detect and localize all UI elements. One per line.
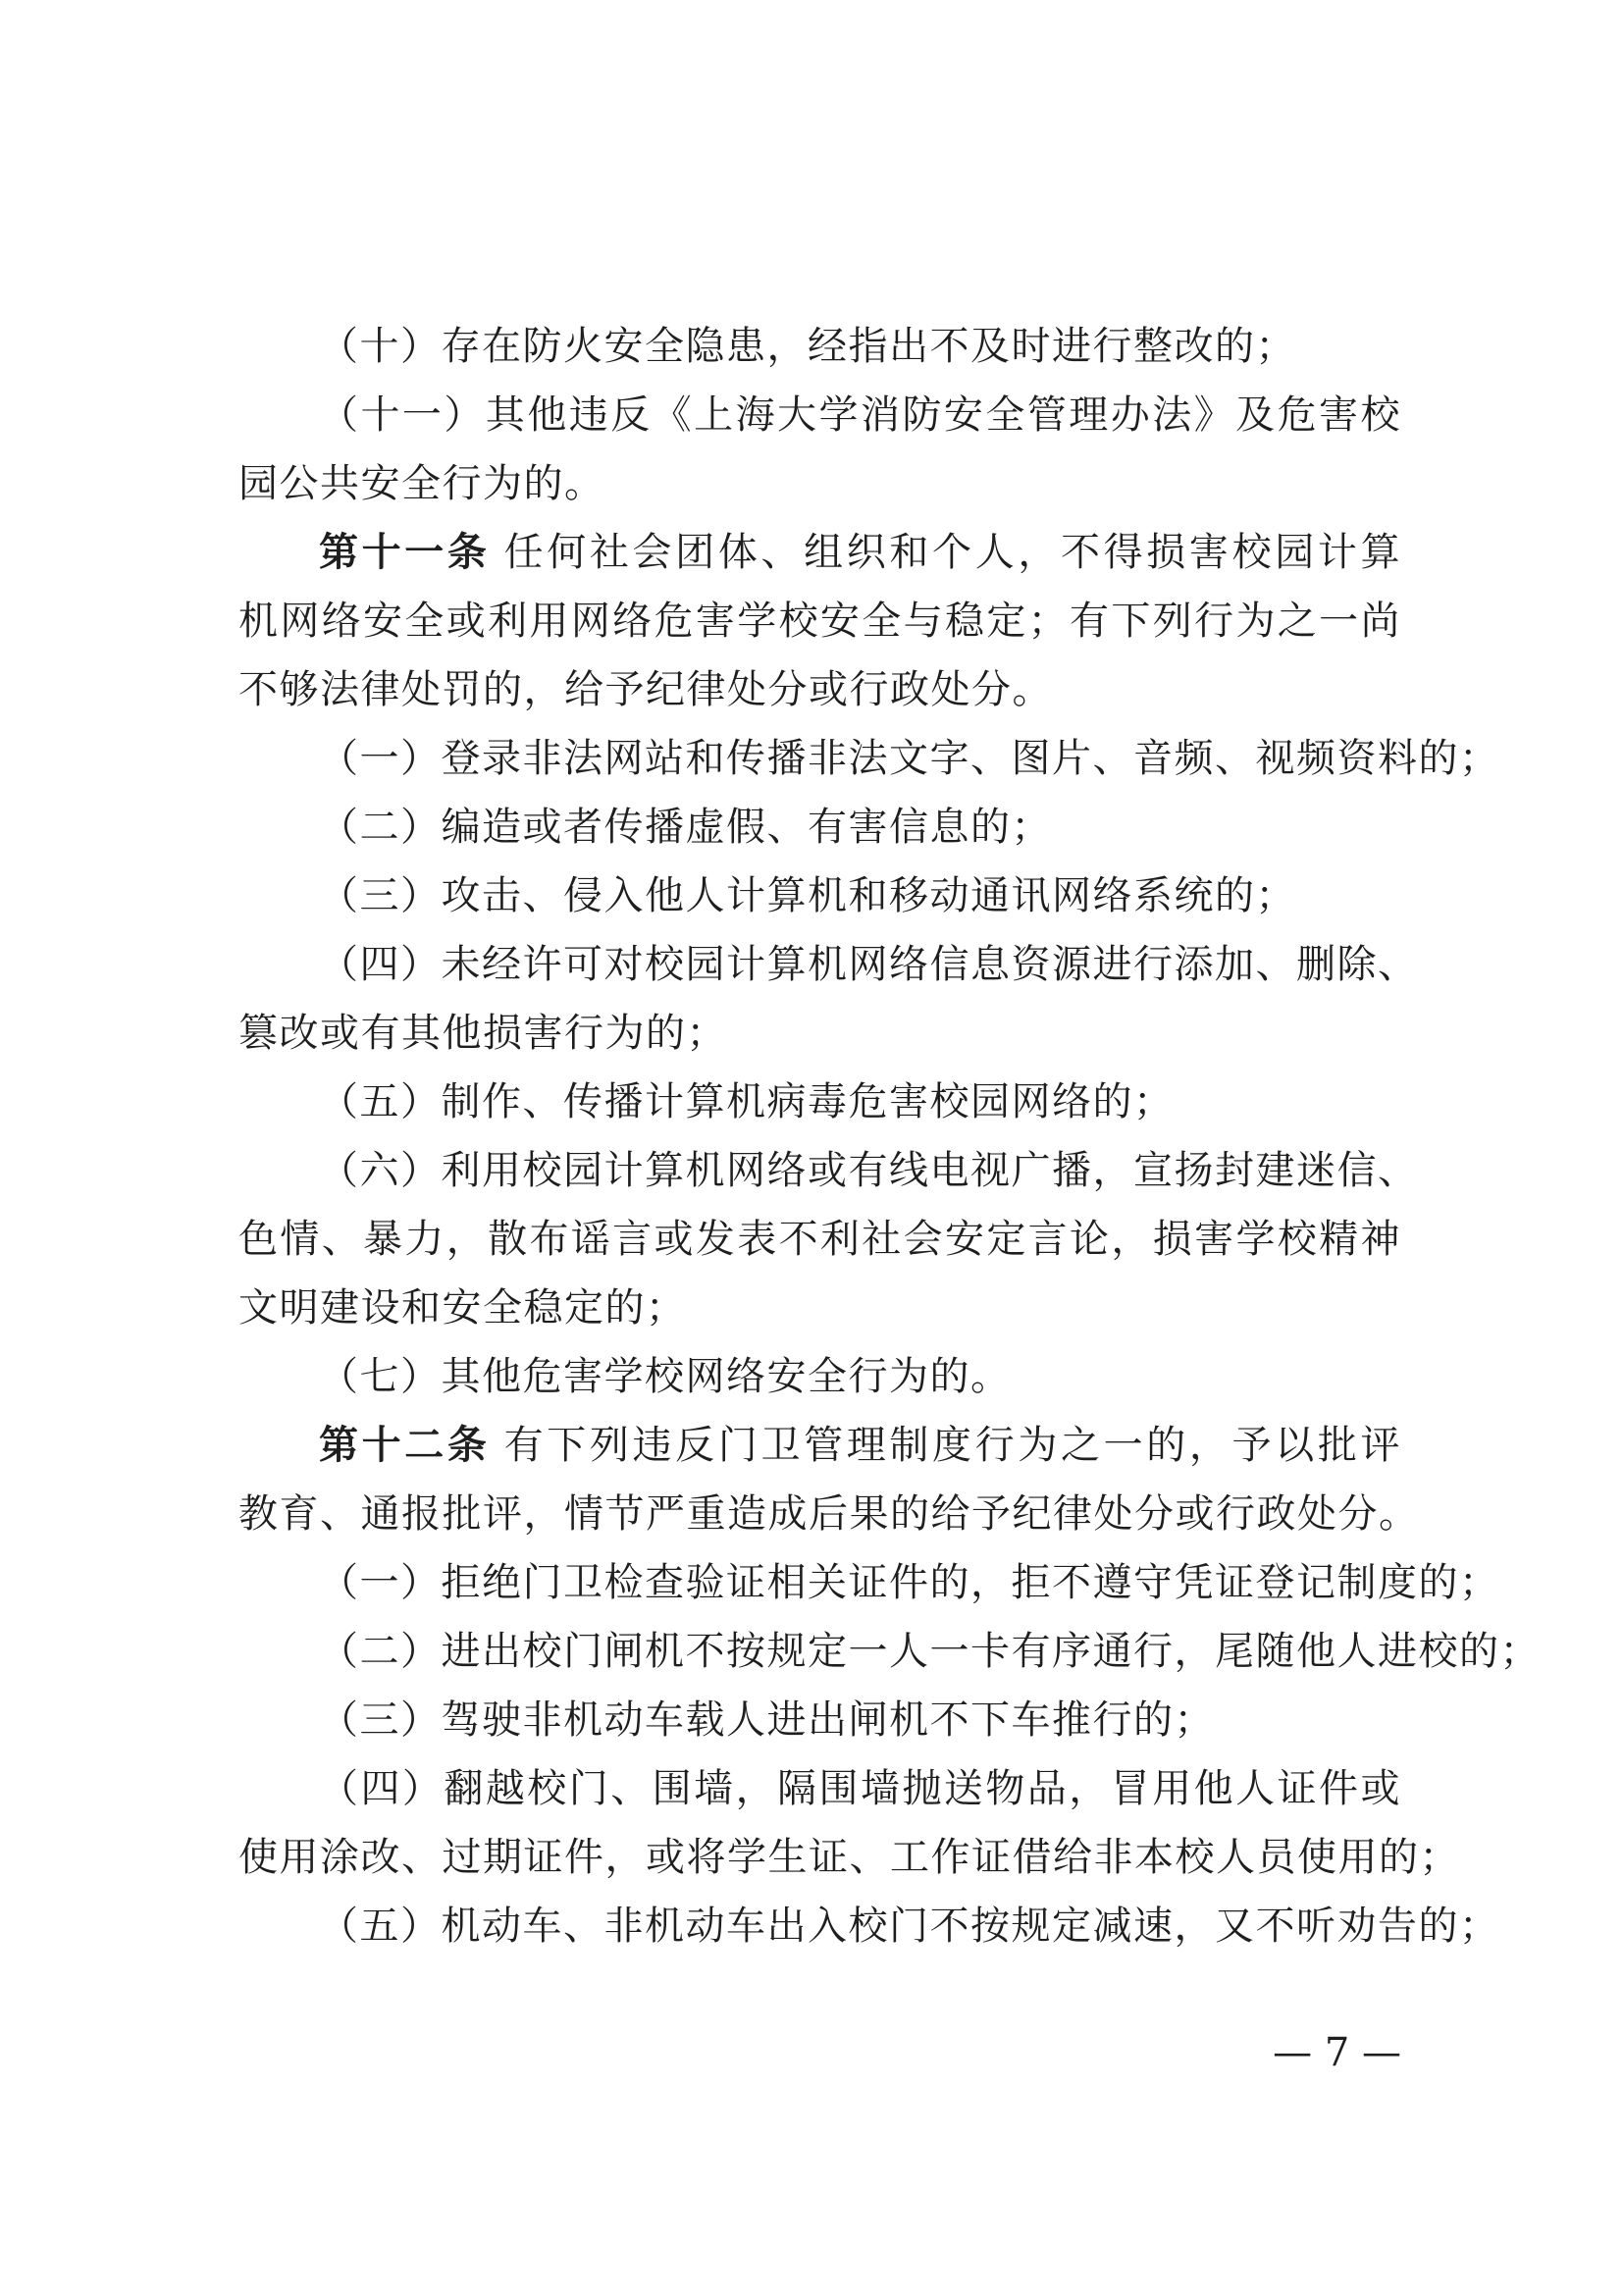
text-line: （一）登录非法网站和传播非法文字、图片、音频、视频资料的； [319, 736, 1500, 781]
text-line: （十一）其他违反《上海大学消防安全管理办法》及危害校 [319, 392, 1401, 438]
article-line: 第十一条 任何社会团体、组织和个人，不得损害校园计算 [319, 530, 1402, 575]
text-line: （三）攻击、侵入他人计算机和移动通讯网络系统的； [319, 873, 1296, 918]
text-line: （四）翻越校门、围墙，隔围墙抛送物品，冒用他人证件或 [319, 1766, 1401, 1811]
text-line: 文明建设和安全稳定的； [238, 1285, 687, 1331]
text-line: 色情、暴力，散布谣言或发表不利社会安定言论，损害学校精神 [238, 1217, 1401, 1262]
text-line: （十）存在防火安全隐患，经指出不及时进行整改的； [319, 324, 1296, 369]
text-line: 不够法律处罚的，给予纪律处分或行政处分。 [238, 667, 1053, 712]
article-heading: 第十二条 [319, 1423, 491, 1468]
text-line: （五）机动车、非机动车出入校门不按规定减速，又不听劝告的； [319, 1904, 1500, 1949]
text-line: （二）进出校门闸机不按规定一人一卡有序通行，尾随他人进校的； [319, 1629, 1541, 1674]
text-line: （六）利用校园计算机网络或有线电视广播，宣扬封建迷信、 [319, 1148, 1419, 1193]
text-line: （七）其他危害学校网络安全行为的。 [319, 1354, 1012, 1399]
page-number: — 7 — [1273, 2030, 1401, 2075]
text-line: 教育、通报批评，情节严重造成后果的给予纪律处分或行政处分。 [238, 1491, 1420, 1537]
text-line: （四）未经许可对校园计算机网络信息资源进行添加、删除、 [319, 942, 1419, 987]
article-heading: 第十一条 [319, 530, 491, 575]
text-line: （一）拒绝门卫检查验证相关证件的，拒不遵守凭证登记制度的； [319, 1560, 1500, 1605]
text-line: （三）驾驶非机动车载人进出闸机不下车推行的； [319, 1697, 1215, 1743]
text-line: （二）编造或者传播虚假、有害信息的； [319, 805, 1052, 850]
article-line: 第十二条 有下列违反门卫管理制度行为之一的，予以批评 [319, 1423, 1402, 1468]
text-line: 机网络安全或利用网络危害学校安全与稳定；有下列行为之一尚 [238, 599, 1401, 644]
text-line: 园公共安全行为的。 [238, 461, 605, 506]
text-line: 篡改或有其他损害行为的； [238, 1011, 727, 1056]
text-line: （五）制作、传播计算机病毒危害校园网络的； [319, 1079, 1175, 1124]
text-line: 使用涂改、过期证件，或将学生证、工作证借给非本校人员使用的； [238, 1835, 1460, 1880]
